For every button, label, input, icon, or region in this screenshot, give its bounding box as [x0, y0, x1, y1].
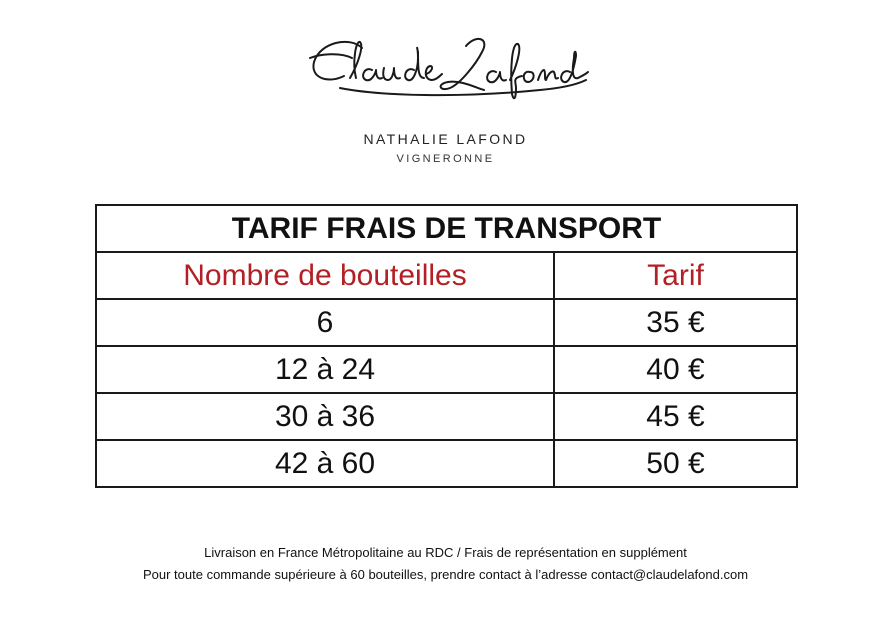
table-title-row: [96, 205, 797, 252]
footer-contact-note: Pour toute commande supérieure à 60 bouteilles, prendre contact à l’adresse contact@claudelafond.com: [142, 567, 749, 582]
brand-subtitle: VIGNERONNE: [396, 153, 495, 165]
table-title: TARIF FRAIS DE TRANSPORT: [96, 205, 797, 252]
price-cell: 35 €: [554, 299, 797, 346]
shipping-rate-table: [95, 204, 798, 488]
table-row: [96, 440, 797, 487]
table-row: [96, 299, 797, 346]
footer-delivery-note: Livraison en France Métropolitaine au RDC / Frais de représentation en supplément: [204, 545, 687, 560]
bottles-cell: 30 à 36: [96, 393, 554, 440]
header-bottles: Nombre de bouteilles: [96, 252, 554, 299]
bottles-cell: 42 à 60: [96, 440, 554, 487]
bottles-cell: 12 à 24: [96, 346, 554, 393]
brand-name: NATHALIE LAFOND: [363, 131, 528, 147]
price-cell: 40 €: [554, 346, 797, 393]
table-row: [96, 393, 797, 440]
price-cell: 45 €: [554, 393, 797, 440]
price-cell: 50 €: [554, 440, 797, 487]
bottles-cell: 6: [96, 299, 554, 346]
table-header-row: [96, 252, 797, 299]
script-signature-icon: [300, 28, 592, 108]
claude-lafond-logo: [300, 28, 592, 108]
header-price: Tarif: [554, 252, 797, 299]
table-row: [96, 346, 797, 393]
